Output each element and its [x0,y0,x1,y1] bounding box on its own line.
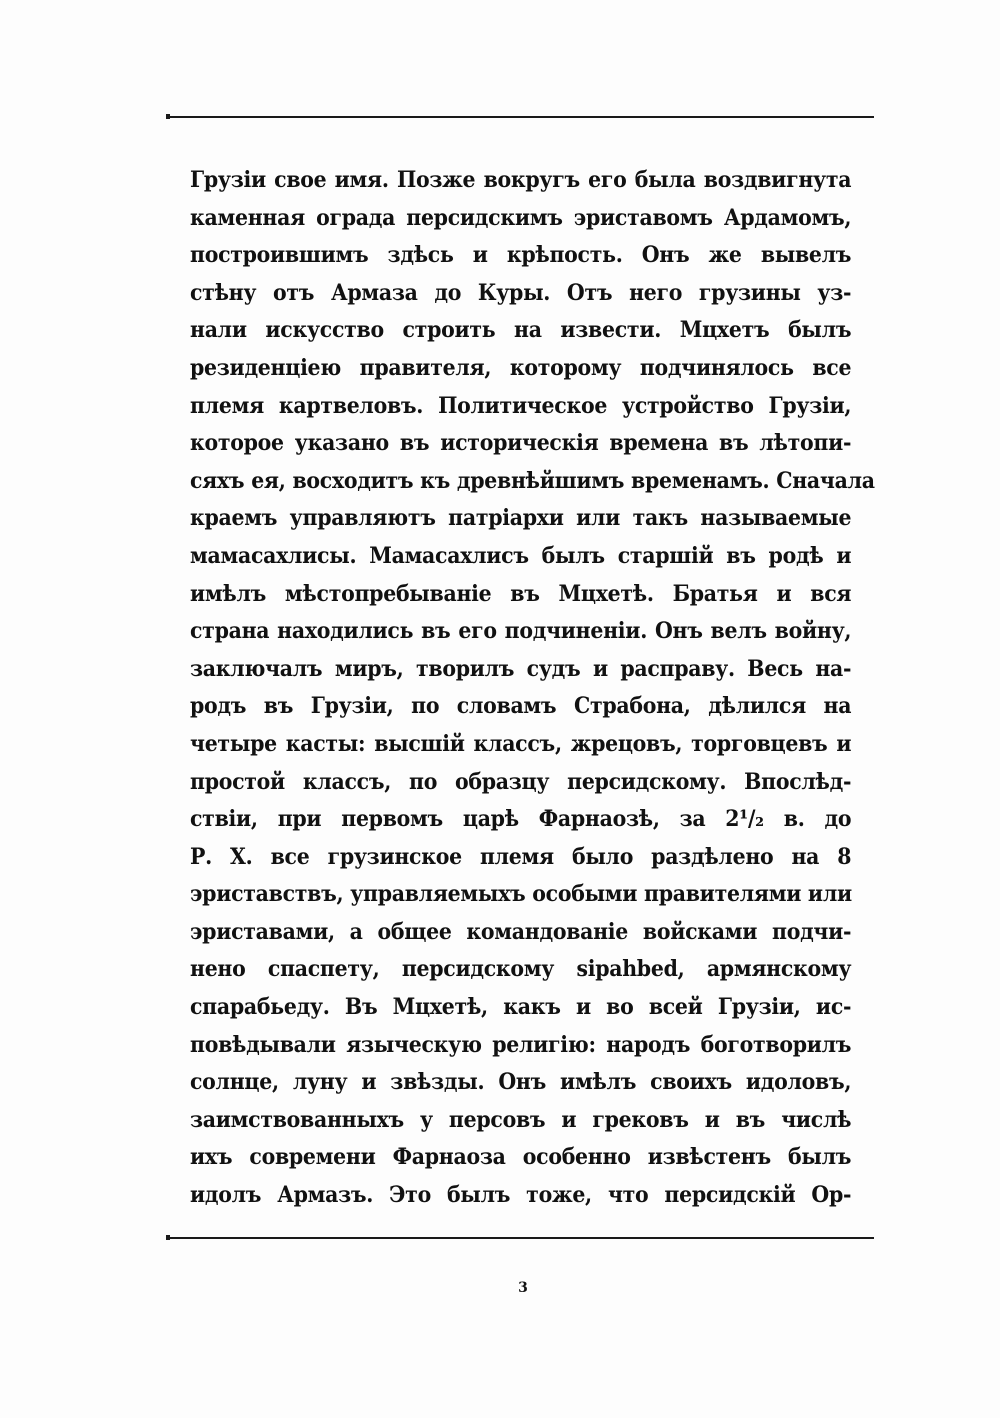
text-line: простой классъ, по образцу персидскому. Впослѣд- [190,768,852,795]
text-line: краемъ управляютъ патріархи или такъ называемые [190,505,852,532]
text-line: Грузіи свое имя. Позже вокругъ его была воздвигнута [190,167,852,193]
text-line: страна находились въ его подчиненіи. Онъ велъ войну, [190,618,852,645]
text-line: каменная ограда персидскимъ эриставомъ Ардамомъ, [190,204,852,231]
body-text [190,162,875,1215]
text-line: четыре касты: высшій классъ, жрецовъ, торговцевъ и [190,730,852,757]
top-rule [168,116,874,118]
text-line: ихъ современи Фарнаоза особенно извѣстенъ былъ [190,1144,852,1171]
text-line: резиденціею правителя, которому подчинялось все [190,354,852,381]
page-number: 3 [518,1280,528,1296]
text-line: заимствованныхъ у персовъ и грековъ и въ числѣ [190,1106,852,1133]
text-line: эриставами, а общее командованіе войсками подчи- [190,918,852,945]
text-line: которое указано въ историческія времена въ лѣтопи- [190,430,852,457]
text-line: родъ въ Грузіи, по словамъ Страбона, дѣлился на [190,693,852,720]
text-line: солнце, луну и звѣзды. Онъ имѣлъ своихъ идоловъ, [190,1069,852,1096]
text-line: повѣдывали языческую религію: народъ боготворилъ [190,1031,852,1058]
text-line: сяхъ ея, восходитъ къ древнѣйшимъ временамъ. Сначала [190,467,875,494]
text-line: Р. Х. все грузинское племя было раздѣлено на 8 [190,843,852,870]
text-line: нали искусство строить на извести. Мцхетъ былъ [190,317,852,344]
text-line: племя картвеловъ. Политическое устройство Грузіи, [190,392,852,419]
text-line: заключалъ миръ, творилъ судъ и расправу. Весь на- [190,655,852,682]
text-line: эриставствъ, управляемыхъ особыми правителями или [190,881,852,908]
text-line: построившимъ здѣсь и крѣпость. Онъ же вывелъ [190,242,852,269]
text-line: нено спаспету, персидскому sipahbed, армянскому [190,956,852,983]
text-line: мамасахлисы. Мамасахлисъ былъ старшій въ родѣ и [190,542,852,569]
text-line: имѣлъ мѣстопребываніе въ Мцхетѣ. Братья и вся [190,580,852,607]
text-line: спарабьеду. Въ Мцхетѣ, какъ и во всей Грузіи, ис- [190,994,852,1021]
bottom-rule [168,1237,874,1239]
text-line: ствіи, при первомъ царѣ Фарнаозѣ, за 2¹/₂ в. до [190,806,852,833]
text-line: идолъ Армазъ. Это былъ тоже, что персидскій Ор- [190,1182,852,1209]
text-line: стѣну отъ Армаза до Куры. Отъ него грузины уз- [190,279,852,306]
